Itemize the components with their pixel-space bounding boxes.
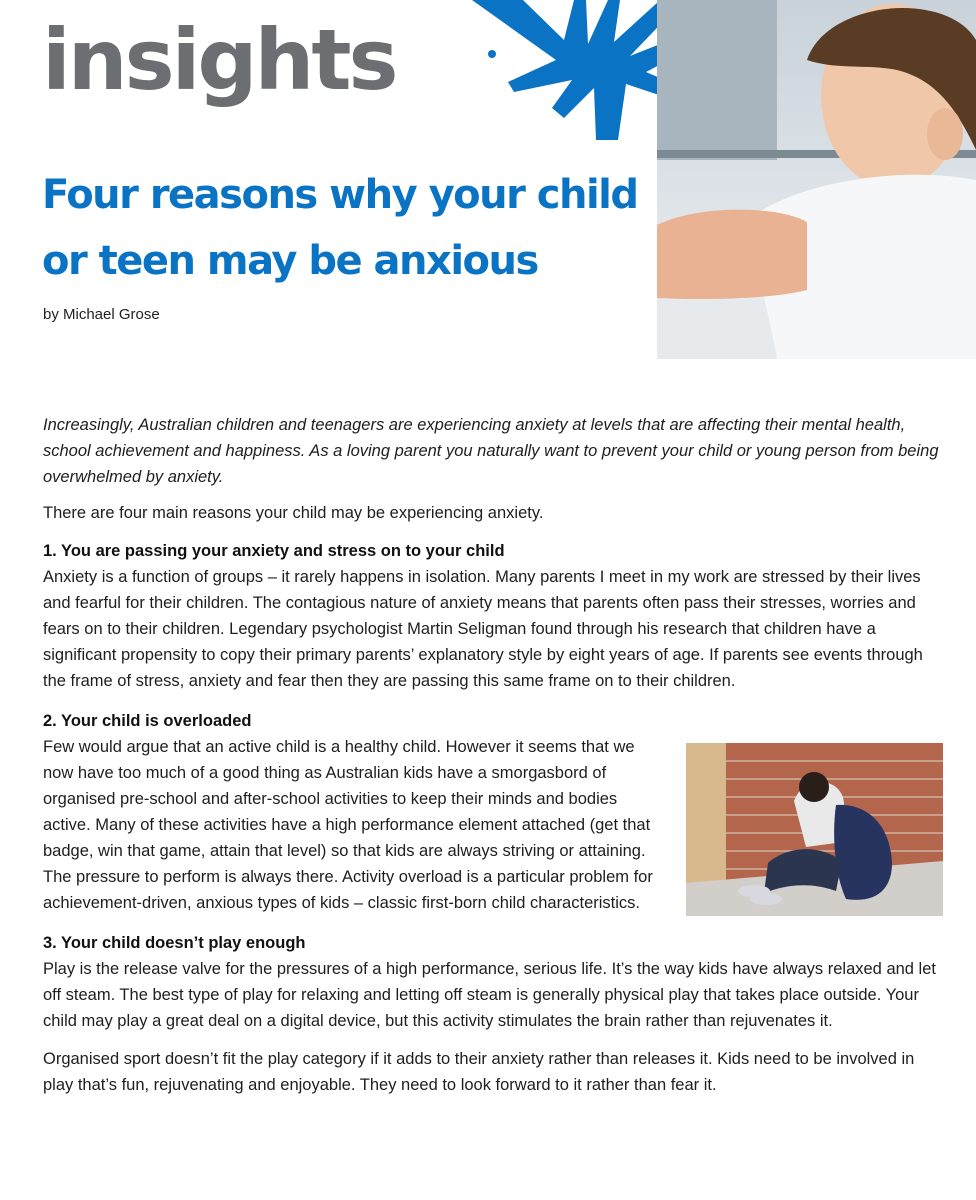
article-body bbox=[43, 412, 943, 1112]
section-heading: 2. Your child is overloaded bbox=[43, 712, 252, 730]
section-paragraph: Few would argue that an active child is a healthy child. However it seems that we now have too much of a good thing as Australian kids have a smorgasbord of organised pre-school and after-school activities to keep their minds and bodies active. Many of these activities have a high performance element attached (get that badge, win that game, attain that level) so that kids are always striving or attaining. The pressure to perform is always there. Activity overload is a particular problem for achievement-driven, anxious types of kids – classic first-born child characteristics. bbox=[43, 738, 653, 912]
section-2 bbox=[43, 708, 943, 916]
masthead-logo: insights bbox=[42, 11, 396, 109]
hero-photo-boy-at-window bbox=[657, 0, 976, 359]
section-paragraph: Play is the release valve for the pressures of a high performance, serious life. It’s the way kids have always relaxed and let off steam. The best type of play for relaxing and letting off steam is generally physical play that takes place outside. Your child may play a great deal on a digital device, but this activity stimulates the brain rather than rejuvenates it. bbox=[43, 960, 936, 1030]
lede-paragraph: Increasingly, Australian children and teenagers are experiencing anxiety at levels that are affecting their mental health, school achievement and happiness. As a loving parent you naturally want to prevent your child or young person from being overwhelmed by anxiety. bbox=[43, 416, 939, 486]
byline: by Michael Grose bbox=[43, 306, 160, 323]
section-3 bbox=[43, 930, 943, 1098]
section-1 bbox=[43, 538, 943, 694]
inset-photo-girl-against-brick-wall bbox=[686, 743, 943, 916]
section-heading: 1. You are passing your anxiety and stress on to your child bbox=[43, 542, 505, 560]
section-heading: 3. Your child doesn’t play enough bbox=[43, 934, 306, 952]
section-paragraph: Organised sport doesn’t fit the play category if it adds to their anxiety rather than releases it. Kids need to be involved in play that’s fun, rejuvenating and enjoyable. They need to look forward to it rather than fear it. bbox=[43, 1050, 915, 1094]
intro-paragraph: There are four main reasons your child may be experiencing anxiety. bbox=[43, 504, 544, 522]
section-paragraph: Anxiety is a function of groups – it rarely happens in isolation. Many parents I meet in my work are stressed by their lives and fearful for their children. The contagious nature of anxiety means that parents often pass their stresses, worries and fears on to their children. Legendary psychologist Martin Seligman found through his research that children have a significant propensity to copy their primary parents’ explanatory style by eight years of age. If parents see events through the frame of stress, anxiety and fear then they are passing this same frame on to their children. bbox=[43, 568, 923, 690]
article-title: Four reasons why your child or teen may be anxious bbox=[42, 172, 638, 284]
